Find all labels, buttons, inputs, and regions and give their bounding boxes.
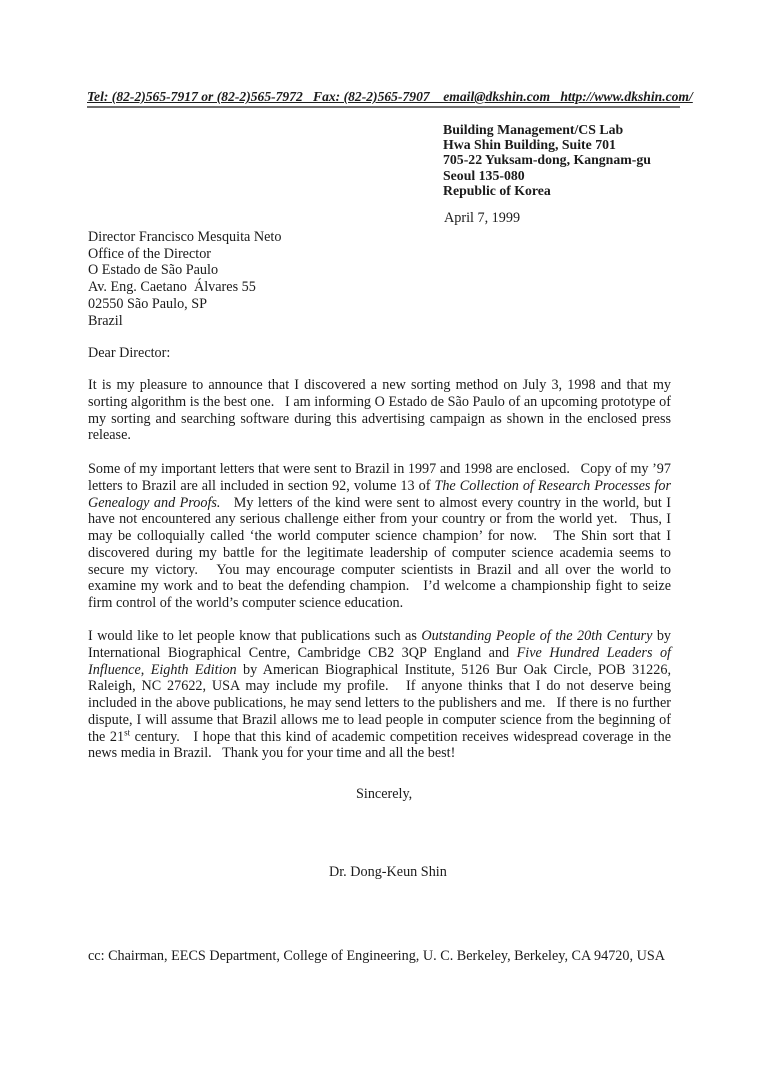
text-run: by International Biographical Centre, Cambridge CB2 3QP England and	[88, 628, 672, 661]
salutation: Dear Director:	[88, 345, 171, 361]
recipient-address-line: Office of the Director	[88, 245, 212, 262]
recipient-address-line: Av. Eng. Caetano Álvares 55	[88, 279, 256, 296]
date-line: April 7, 1999	[444, 210, 521, 226]
recipient-address-line: O Estado de São Paulo	[88, 262, 219, 279]
letterhead-contact-line: Tel: (82-2)565-7917 or (82-2)565-7972 Fax: (82-2)565-7907 email@dkshin.com http://www.dkshin.com/	[87, 89, 693, 104]
text-run: The Collection of Research Processes for Genealogy and Proofs.	[88, 477, 671, 511]
body-paragraph-2	[88, 461, 671, 612]
sender-address-line: 705-22 Yuksam-dong, Kangnam-gu	[443, 152, 651, 168]
sender-address-block	[443, 122, 651, 198]
sender-address-line: Seoul 135-080	[443, 167, 525, 183]
recipient-address-line: 02550 São Paulo, SP	[88, 295, 208, 312]
recipient-address-block	[88, 229, 281, 329]
recipient-address-line: Brazil	[88, 312, 123, 329]
text-run: Five Hundred Leaders of Influence	[88, 644, 671, 678]
cc-line: cc: Chairman, EECS Department, College of Engineering, U. C. Berkeley, Berkeley, CA 94720, USA	[88, 948, 665, 964]
signature-name: Dr. Dong-Keun Shin	[329, 864, 447, 880]
letterhead-contact-rule	[87, 89, 693, 108]
text-run: by American Biographical Institute, 5126 Bur Oak Circle, POB 31226, Raleigh, NC 27622, USA may include my profile. If anyone thinks that I do not deserve being included in the above publications, he may send letters to the publishers and me. If there is no further dispute, I will assume that Brazil allows me to lead people in computer science from the beginning of the 21	[88, 661, 672, 745]
text-run: Outstanding People of the 20th Century	[421, 628, 653, 644]
text-run: ,	[140, 661, 151, 678]
text-run: century. I hope that this kind of academic competition receives widespread coverage in the news media in Brazil. Thank you for your time and all the best!	[88, 728, 671, 762]
text-run: My letters of the kind were sent to almost every country in the world, but I have not encountered any serious challenge either from your country or from the world yet. Thus, I may be colloquially called ‘the world computer science champion’ for now. The Shin sort that I discovered during my battle for the legitimate leadership of computer science academia seems to secure my victory. You may encourage computer scientists in Brazil and all over the world to examine my work and to beat the defending champion. I’d welcome a championship fight to seize firm control of the world’s computer science education.	[88, 494, 672, 611]
text-run: Some of my important letters that were sent to Brazil in 1997 and 1998 are enclosed. Copy of my ’97 letters to Brazil are all included in section 92, volume 13 of	[88, 461, 671, 494]
sender-address-line: Building Management/CS Lab	[443, 122, 624, 137]
body-paragraph-3	[88, 628, 671, 762]
text-run: I would like to let people know that publications such as	[88, 628, 422, 644]
body-paragraph-1	[88, 377, 671, 444]
sender-address-line: Hwa Shin Building, Suite 701	[443, 137, 616, 153]
sender-address-line: Republic of Korea	[443, 182, 551, 198]
text-run: It is my pleasure to announce that I discovered a new sorting method on July 3, 1998 and that my sorting algorithm is the best one. I am informing O Estado de São Paulo of an upcoming prototype of my sorting and searching software during this advertising campaign as shown in the enclosed press release.	[88, 377, 671, 444]
text-run: st	[124, 726, 131, 737]
text-run: Eighth Edition	[150, 661, 237, 678]
closing-salutation: Sincerely,	[356, 786, 413, 802]
recipient-address-line: Director Francisco Mesquita Neto	[88, 229, 282, 245]
